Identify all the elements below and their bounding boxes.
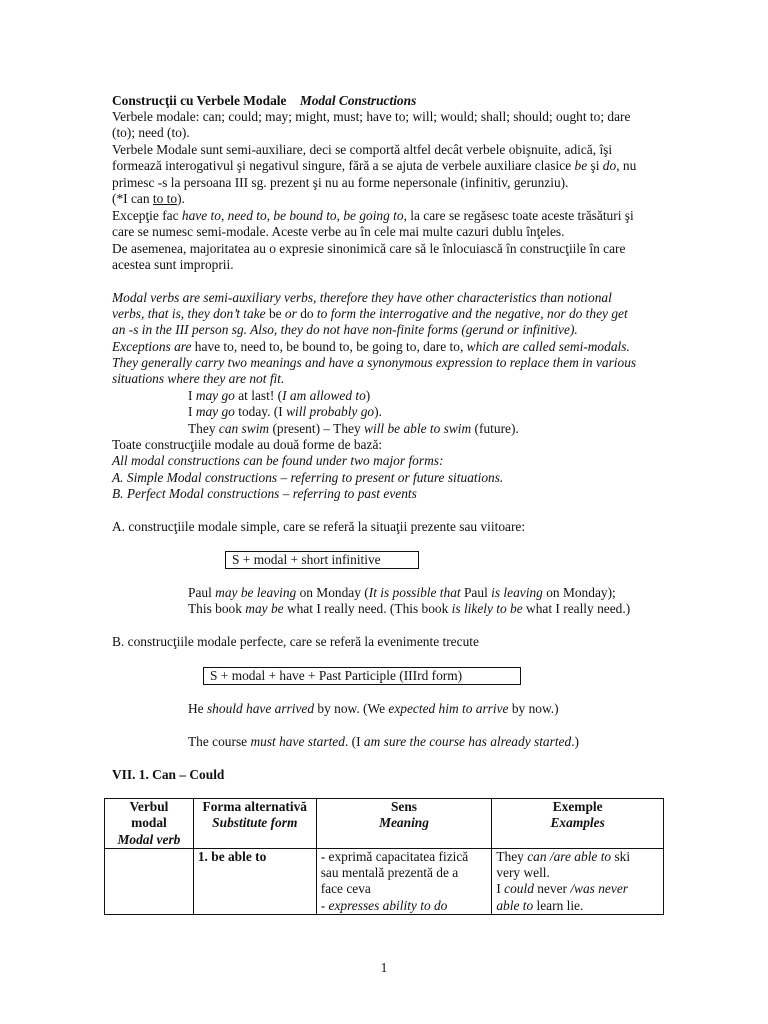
intro-en-line: an -s in the III person sg. Also, they do not have non-finite forms (gerund or infinitive).	[112, 322, 578, 337]
intro-ro-line: acestea sunt improprii.	[112, 257, 234, 272]
intro-en-line: verbs, that is, they don’t take be or do to form the interrogative and the negative, nor do they get	[112, 306, 628, 321]
section-vii-heading: VII. 1. Can – Could	[112, 767, 225, 782]
document-title	[112, 93, 416, 109]
cell-meaning: - exprimă capacitatea fizică sau mentală prezentă de a face ceva - expresses ability to do	[316, 848, 492, 914]
intro-en-line: Exceptions are have to, need to, be bound to, be going to, dare to, which are called semi-modals.	[112, 339, 630, 354]
intro-ro-line: Verbele modale: can; could; may; might, must; have to; will; would; shall; should; ought to; dare	[112, 109, 631, 124]
formula-box-simple: S + modal + short infinitive	[225, 551, 419, 569]
intro-en-line: situations where they are not fit.	[112, 371, 285, 386]
intro-ro-line: (to); need (to).	[112, 125, 190, 140]
forms-en: All modal constructions can be found under two major forms:	[112, 453, 444, 468]
intro-ro-line: formează interogativul şi negativul singure, fără a se ajuta de verbele auxiliare clasice be şi do, nu	[112, 158, 637, 173]
header-modal-verb: Verbul modal Modal verb	[105, 799, 194, 849]
cell-examples: They can /are able to ski very well. I could never /was never able to learn lie.	[492, 848, 664, 914]
table-header-row	[105, 799, 664, 849]
section-a-example: This book may be what I really need. (This book is likely to be what I really need.)	[188, 601, 631, 616]
example-line: I may go today. (I will probably go).	[188, 404, 382, 419]
intro-ro-line: (*I can to to).	[112, 191, 185, 206]
intro-en-line: Modal verbs are semi-auxiliary verbs, therefore they have other characteristics than notional	[112, 290, 612, 305]
forms-a: A. Simple Modal constructions – referring to present or future situations.	[112, 470, 504, 485]
intro-ro-line: Excepţie fac have to, need to, be bound to, be going to, la care se regăsesc toate aceste trăsături şi	[112, 208, 634, 223]
cell-modal-verb	[105, 848, 194, 914]
intro-en-line: They generally carry two meanings and have a synonymous expression to replace them in various	[112, 355, 637, 370]
title-en: Modal Constructions	[299, 93, 417, 108]
header-examples: Exemple Examples	[492, 799, 664, 849]
intro-ro-line: care se numesc semi-modale. Aceste verbe au în cele mai multe cazuri dublu înţeles.	[112, 224, 565, 239]
forms-b: B. Perfect Modal constructions – referring to past events	[112, 486, 417, 501]
intro-ro-line: Verbele Modale sunt semi-auxiliare, deci se comportă altfel decât verbele obişnuite, adică, îşi	[112, 142, 613, 157]
cell-substitute-form: 1. be able to	[193, 848, 316, 914]
title-ro: Construcţii cu Verbele Modale	[112, 93, 287, 108]
header-substitute-form: Forma alternativă Substitute form	[193, 799, 316, 849]
intro-ro-line: De asemenea, majoritatea au o expresie sinonimică care să le înlocuiască în construcţiile în care	[112, 241, 626, 256]
page-number: 1	[380, 960, 388, 975]
example-line: They can swim (present) – They will be able to swim (future).	[188, 421, 519, 436]
example-line: I may go at last! (I am allowed to)	[188, 388, 371, 403]
section-b-heading: B. construcţiile modale perfecte, care se referă la evenimente trecute	[112, 634, 479, 649]
header-meaning: Sens Meaning	[316, 799, 492, 849]
section-b-example: The course must have started. (I am sure the course has already started.)	[188, 734, 579, 749]
section-a-heading: A. construcţiile modale simple, care se referă la situaţii prezente sau viitoare:	[112, 519, 526, 534]
intro-ro-line: primesc -s la persoana III sg. prezent şi nu au forme nepersonale (infinitiv, gerunziu).	[112, 175, 569, 190]
section-a-example: Paul may be leaving on Monday (It is possible that Paul is leaving on Monday);	[188, 585, 616, 600]
formula-box-perfect: S + modal + have + Past Participle (IIIrd form)	[203, 667, 521, 685]
forms-ro: Toate construcţiile modale au două forme de bază:	[112, 437, 383, 452]
modal-verbs-table	[104, 798, 664, 915]
table-row	[105, 848, 664, 914]
section-b-example: He should have arrived by now. (We expected him to arrive by now.)	[188, 701, 559, 716]
